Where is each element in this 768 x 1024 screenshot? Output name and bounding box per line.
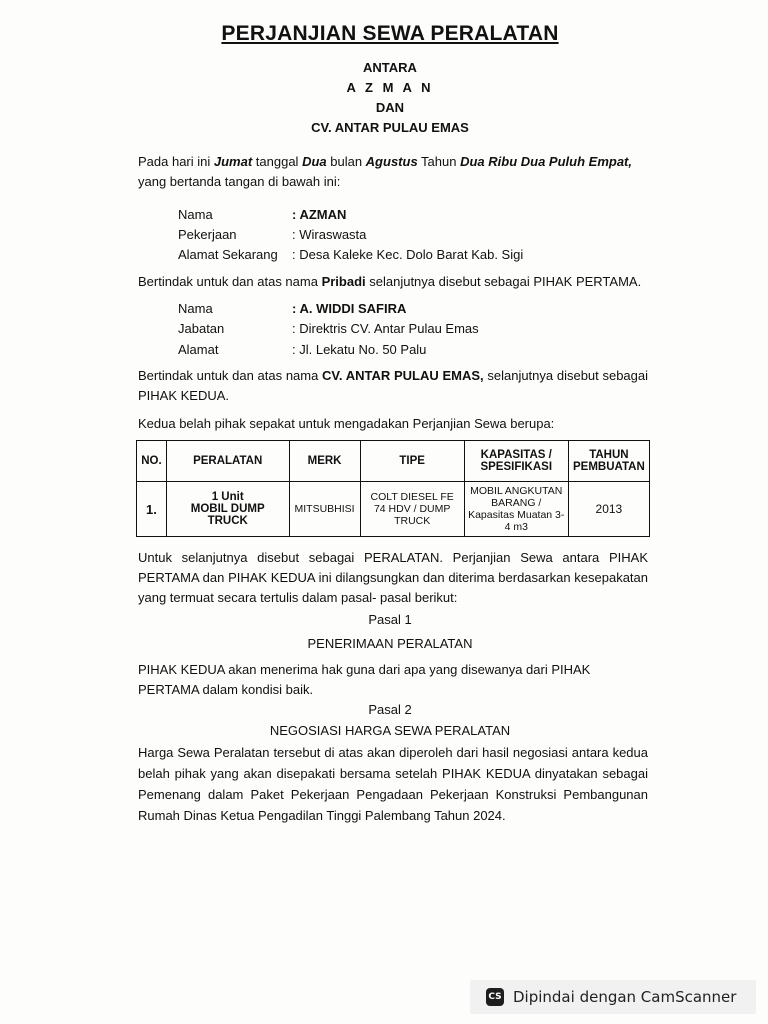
after-table-paragraph: Untuk selanjutnya disebut sebagai PERALATAN. Perjanjian Sewa antara PIHAK PERTAMA dan PIHAK KEDUA ini dilangsungkan dan diterima berdasarkan kesepakatan yang termuat secara tertulis dalam pasal- pasal berikut: [138, 550, 648, 605]
table-row [137, 482, 650, 537]
intro-month: Agustus [365, 154, 418, 169]
header-tahun: TAHUN PEMBUATAN [568, 441, 649, 482]
cell-peralatan: 1 Unit MOBIL DUMP TRUCK [166, 482, 289, 537]
camscanner-watermark [470, 980, 756, 1014]
party-two-name: CV. ANTAR PULAU EMAS [311, 120, 469, 135]
field-value: : Jl. Lekatu No. 50 Palu [292, 342, 427, 357]
cell-tahun: 2013 [568, 482, 649, 537]
field-value: : Desa Kaleke Kec. Dolo Barat Kab. Sigi [292, 247, 524, 262]
and-label: DAN [375, 100, 405, 115]
field-value: : Wiraswasta [292, 227, 367, 242]
table-header-row [137, 441, 650, 482]
header-peralatan: PERALATAN [166, 441, 289, 482]
field-label: Pekerjaan [178, 227, 237, 242]
cell-kapasitas: MOBIL ANGKUTAN BARANG / Kapasitas Muatan 3-4 m3 [464, 482, 568, 537]
intro-day: Jumat [213, 154, 253, 169]
party-one-name: A Z M A N [346, 80, 434, 95]
intro-paragraph: Pada hari ini Jumat tanggal Dua bulan Agustus Tahun Dua Ribu Dua Puluh Empat, yang bertanda tangan di bawah ini: [138, 154, 632, 189]
between-label: ANTARA [363, 60, 417, 75]
header-tipe: TIPE [360, 441, 464, 482]
pasal-2-body: Harga Sewa Peralatan tersebut di atas akan diperoleh dari hasil negosiasi antara kedua belah pihak yang akan disepakati bersama setelah PIHAK KEDUA dinyatakan sebagai Pemenang dalam Paket Pekerjaan Pengadaan Pekerjaan Konstruksi Pembangunan Rumah Dinas Ketua Pengadilan Tinggi Palembang Tahun 2024. [138, 745, 648, 823]
field-label: Alamat Sekarang [178, 247, 278, 262]
pasal-1-number: Pasal 1 [368, 612, 412, 627]
field-value: : AZMAN [292, 207, 347, 222]
pasal-1-title: PENERIMAAN PERALATAN [307, 636, 473, 651]
field-label: Nama [178, 207, 213, 222]
pasal-1-body: PIHAK KEDUA akan menerima hak guna dari apa yang disewanya dari PIHAK PERTAMA dalam kondisi baik. [138, 662, 591, 697]
field-value: : Direktris CV. Antar Pulau Emas [292, 321, 479, 336]
field-label: Nama [178, 301, 213, 316]
equipment-table [136, 440, 650, 537]
intro-date: Dua [302, 154, 327, 169]
pasal-2-number: Pasal 2 [368, 702, 412, 717]
pihak-pertama-statement: Bertindak untuk dan atas nama Pribadi selanjutnya disebut sebagai PIHAK PERTAMA. [138, 274, 642, 289]
intro-year: Dua Ribu Dua Puluh Empat, [460, 154, 632, 169]
camscanner-logo-icon: CS [486, 988, 504, 1006]
field-value: : A. WIDDI SAFIRA [292, 301, 407, 316]
pasal-2-title: NEGOSIASI HARGA SEWA PERALATAN [269, 723, 511, 738]
field-label: Jabatan [178, 321, 225, 336]
camscanner-text: Dipindai dengan CamScanner [513, 988, 737, 1006]
cell-tipe: COLT DIESEL FE 74 HDV / DUMP TRUCK [360, 482, 464, 537]
agreement-intro: Kedua belah pihak sepakat untuk mengadakan Perjanjian Sewa berupa: [138, 416, 555, 431]
cell-merk: MITSUBHISI [289, 482, 360, 537]
document-title: PERJANJIAN SEWA PERALATAN [221, 22, 559, 45]
header-merk: MERK [289, 441, 360, 482]
field-label: Alamat [178, 342, 219, 357]
header-no: NO. [137, 441, 167, 482]
pihak-kedua-statement: Bertindak untuk dan atas nama CV. ANTAR PULAU EMAS, selanjutnya disebut sebagai PIHAK KEDUA. [138, 368, 649, 403]
header-kapasitas: KAPASITAS / SPESIFIKASI [464, 441, 568, 482]
cell-no: 1. [137, 482, 167, 537]
